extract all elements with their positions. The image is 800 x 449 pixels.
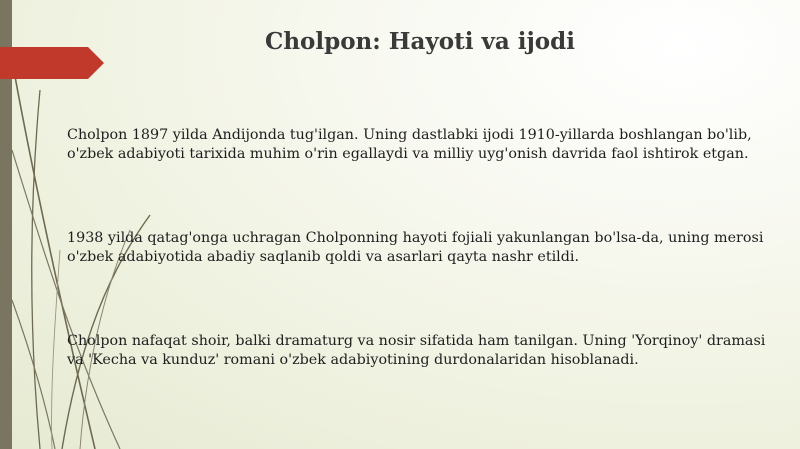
title-arrow-shape [0,47,104,79]
paragraph-2: 1938 yilda qatag'onga uchragan Cholponning hayoti fojiali yakunlangan bo'lsa-da, uning merosi o'zbek adabiyotida abadiy saqlanib qoldi va asarlari qayta nashr etildi. [67,230,764,265]
paragraph-3: Cholpon nafaqat shoir, balki dramaturg va nosir sifatida ham tanilgan. Uning 'Yorqinoy' dramasi va 'Kecha va kunduz' romani o'zbek adabiyotining durdonalaridan hisoblanadi. [67,333,766,368]
slide-title: Cholpon: Hayoti va ijodi [265,28,575,55]
paragraph-1: Cholpon 1897 yilda Andijonda tug'ilgan. Uning dastlabki ijodi 1910-yillarda boshlangan bo'lib, o'zbek adabiyoti tarixida muhim o'rin egallaydi va milliy uyg'onish davrida faol ishtirok etgan. [67,127,752,162]
